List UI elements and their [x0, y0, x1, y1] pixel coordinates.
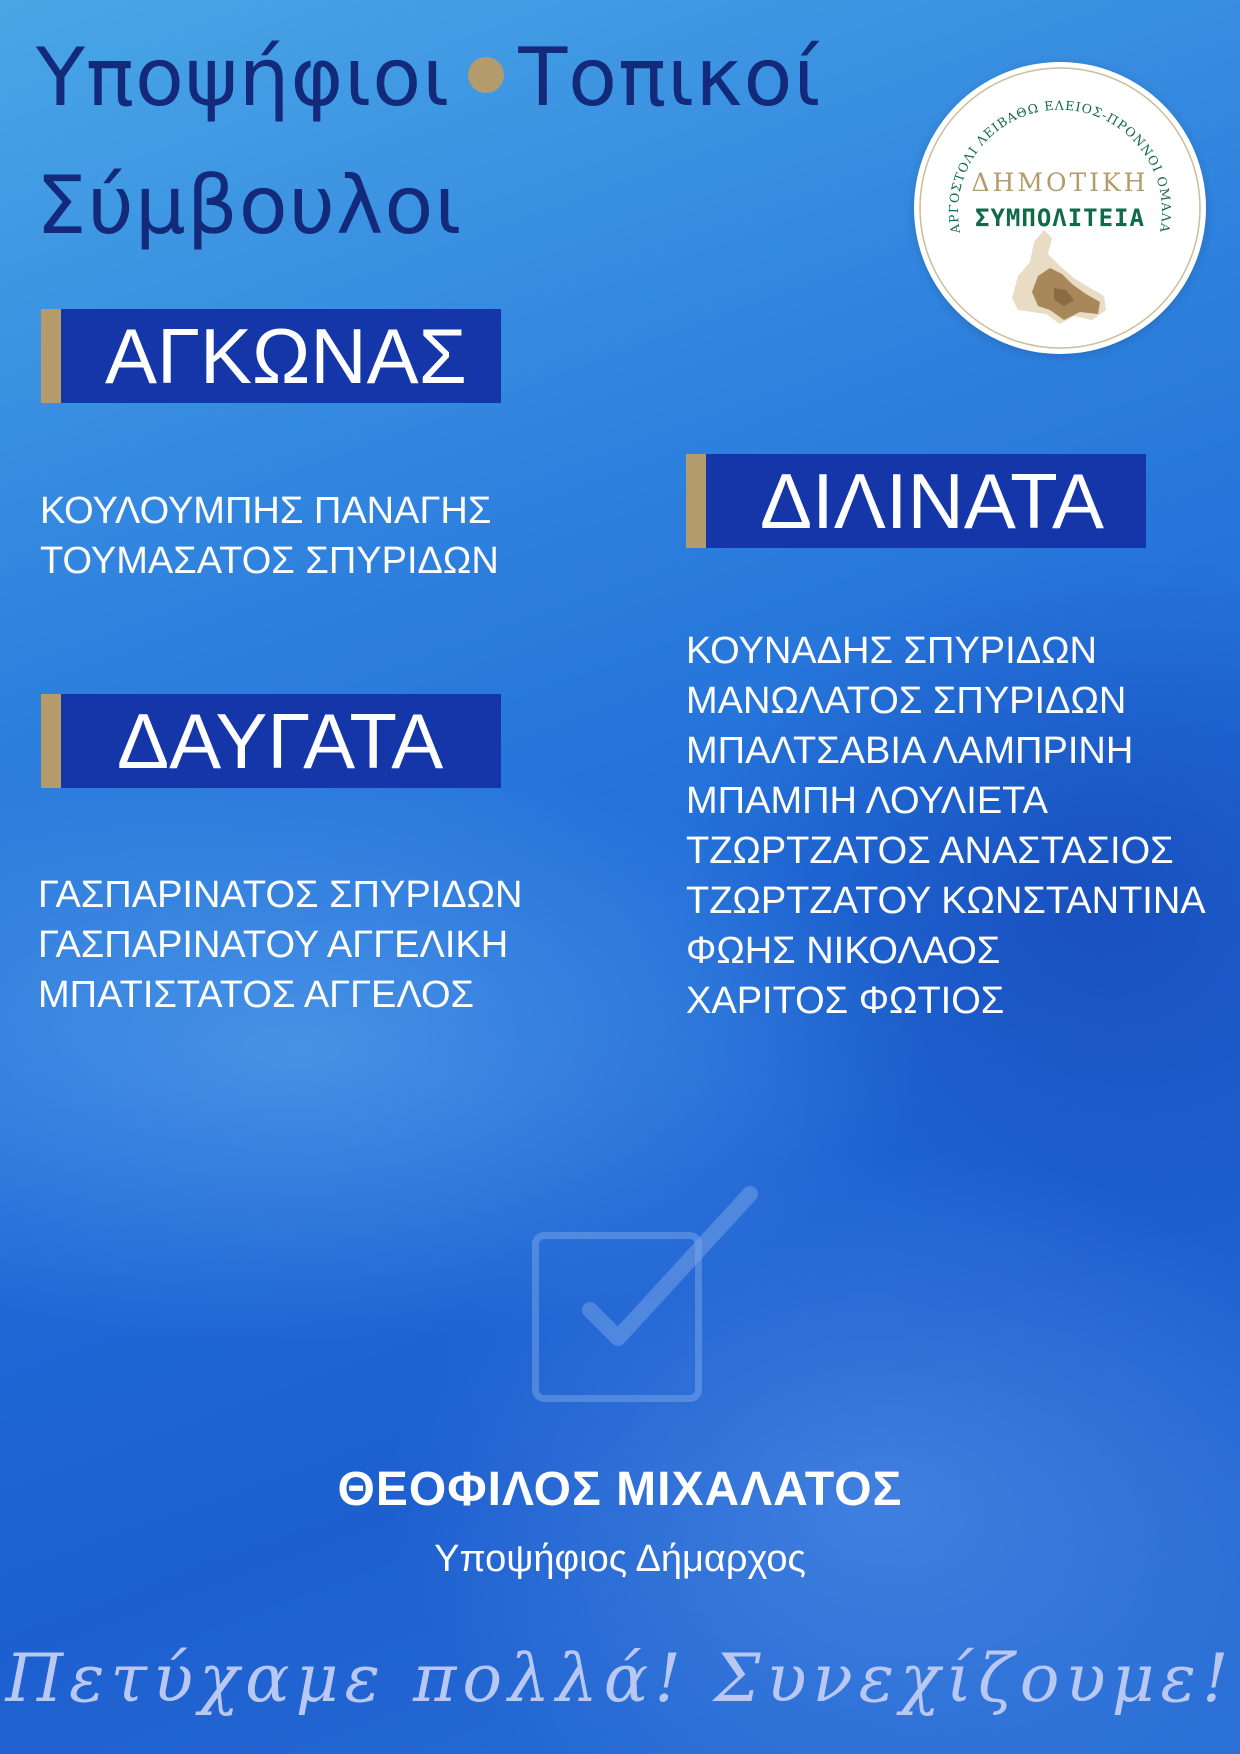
mayor-role: Υποψήφιος Δήμαρχος [434, 1538, 806, 1580]
list-item: ΓΑΣΠΑΡΙΝΑΤΟΥ ΑΓΓΕΛΙΚΗ [38, 924, 509, 966]
logo-ring-text: ΑΡΓΟΣΤΟΛΙ ΛΕΙΒΑΘΩ ΕΛΕΙΟΣ-ΠΡΟΝΝΟΙ ΟΜΑΛΑ [945, 97, 1175, 235]
mayor-name: ΘΕΟΦΙΛΟΣ ΜΙΧΑΛΑΤΟΣ [337, 1463, 903, 1516]
dot-icon [468, 57, 504, 93]
island-map-icon [1012, 230, 1106, 324]
page-title-line-2: Σύμβουλοι [36, 159, 463, 252]
candidate-list-dilinata [686, 626, 1206, 1026]
list-item: ΜΠΑΜΠΗ ΛΟΥΛΙΕΤΑ [686, 780, 1048, 822]
list-item: ΧΑΡΙΤΟΣ ΦΩΤΙΟΣ [686, 980, 1005, 1022]
list-item: ΜΠΑΤΙΣΤΑΤΟΣ ΑΓΓΕΛΟΣ [38, 974, 475, 1016]
list-item: ΦΩΗΣ ΝΙΚΟΛΑΟΣ [686, 930, 1001, 972]
list-item: ΤΖΩΡΤΖΑΤΟΣ ΑΝΑΣΤΑΣΙΟΣ [686, 830, 1174, 872]
candidate-list-agkonas [40, 486, 499, 586]
candidate-list-davgata [38, 870, 522, 1020]
village-banner-agkonas: ΑΓΚΩΝΑΣ [41, 309, 501, 403]
title-word-local: Τοπικοί [518, 31, 822, 124]
checkbox-check-icon [560, 1170, 760, 1350]
title-word-candidates: Υποψήφιοι [36, 31, 451, 124]
list-item: ΤΟΥΜΑΣΑΤΟΣ ΣΠΥΡΙΔΩΝ [40, 540, 499, 582]
list-item: ΚΟΥΝΑΔΗΣ ΣΠΥΡΙΔΩΝ [686, 630, 1097, 672]
list-item: ΜΑΝΩΛΑΤΟΣ ΣΠΥΡΙΔΩΝ [686, 680, 1127, 722]
slogan: Πετύχαμε πολλά! Συνεχίζουμε! [5, 1640, 1235, 1717]
party-logo [914, 62, 1206, 354]
logo-text-sympoliteia: ΣΥΜΠΟΛΙΤΕΙΑ [975, 204, 1145, 232]
logo-text-dimotiki: ΔΗΜΟΤΙΚΗ [971, 168, 1149, 197]
list-item: ΓΑΣΠΑΡΙΝΑΤΟΣ ΣΠΥΡΙΔΩΝ [38, 874, 523, 916]
village-banner-dilinata: ΔΙΛΙΝΑΤΑ [686, 454, 1146, 548]
village-banner-davgata: ΔΑΥΓΑΤΑ [41, 694, 501, 788]
list-item: ΤΖΩΡΤΖΑΤΟΥ ΚΩΝΣΤΑΝΤΙΝΑ [686, 880, 1206, 922]
list-item: ΚΟΥΛΟΥΜΠΗΣ ΠΑΝΑΓΗΣ [40, 490, 492, 532]
page-title-line-1 [36, 31, 822, 124]
list-item: ΜΠΑΛΤΣΑΒΙΑ ΛΑΜΠΡΙΝΗ [686, 730, 1134, 772]
